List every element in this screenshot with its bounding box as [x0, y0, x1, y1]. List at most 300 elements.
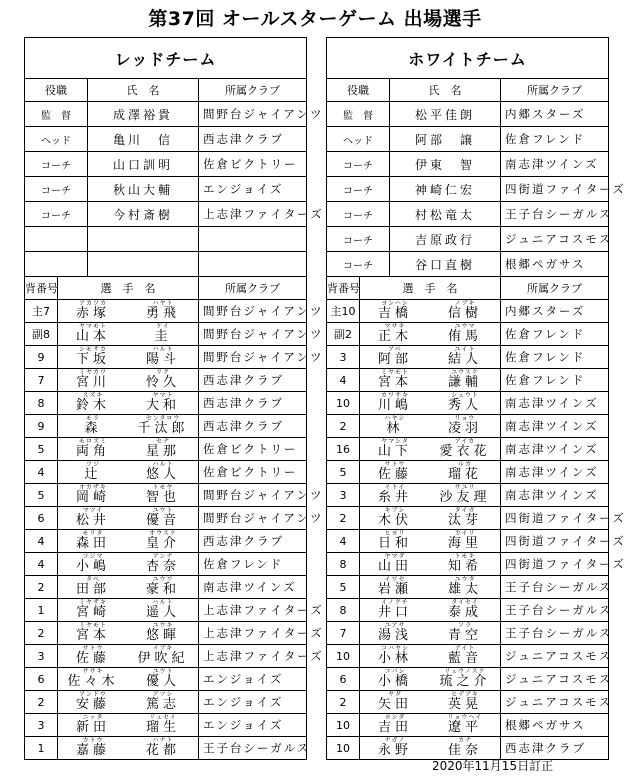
player-family-name: 鈴木	[75, 398, 110, 413]
player-given-name-kana: ハルト	[152, 346, 174, 353]
staff-club: 佐倉ビクトリー	[199, 152, 307, 177]
staff-role: コーチ	[25, 152, 88, 177]
player-family-name-kana: イノクチ	[381, 599, 409, 606]
staff-name: 村松竜太	[390, 202, 501, 227]
staff-row	[25, 252, 307, 277]
staff-name: 神崎仁宏	[390, 177, 501, 202]
player-family-name-kana: アンドウ	[79, 691, 107, 698]
player-name	[360, 461, 501, 484]
staff-role: コーチ	[25, 177, 88, 202]
player-given-name-kana: ユウト	[152, 507, 174, 514]
player-family-name: 糸井	[377, 490, 412, 505]
player-family-name-kana: マツイ	[82, 507, 104, 514]
player-name	[58, 714, 199, 737]
player-row	[327, 507, 609, 530]
player-given-name: 篤志	[145, 697, 180, 712]
player-name	[58, 507, 199, 530]
staff-club: 佐倉フレンド	[501, 127, 609, 152]
staff-role: コーチ	[327, 177, 390, 202]
player-given-name: 海里	[447, 536, 482, 551]
staff-name: 松平佳朗	[390, 102, 501, 127]
player-given-name: 青空	[447, 628, 482, 643]
player-given-name: 優人	[145, 674, 180, 689]
staff-name: 成澤裕貴	[88, 102, 199, 127]
player-family-name: 赤塚	[75, 306, 110, 321]
player-family-name-kana: ミヤカワ	[78, 369, 107, 376]
player-row	[327, 668, 609, 691]
staff-row	[25, 127, 307, 152]
player-family-name: 松井	[75, 513, 110, 528]
player-club: 西志津クラブ	[501, 737, 609, 760]
staff-row	[25, 177, 307, 202]
player-row	[25, 576, 307, 599]
player-name	[58, 415, 199, 438]
player-family-name-kana: ナガノ	[384, 737, 406, 744]
player-club: 四街道ファイターズ	[501, 507, 609, 530]
player-number: 2	[327, 415, 360, 438]
player-club: 西志津クラブ	[199, 530, 307, 553]
player-row	[25, 553, 307, 576]
player-given-name: 勇飛	[145, 306, 180, 321]
player-family-name: 正木	[377, 329, 412, 344]
white-team-roster	[326, 37, 626, 760]
player-family-name: 林	[386, 421, 404, 436]
player-given-name-kana: イブキ	[152, 645, 174, 652]
player-club: 上志津ファイターズ	[199, 645, 307, 668]
player-family-name-kana: ヤマダ	[384, 553, 406, 560]
player-row	[327, 530, 609, 553]
player-given-name: 知希	[447, 559, 482, 574]
player-given-name: 陽斗	[145, 352, 180, 367]
player-number: 10	[327, 645, 360, 668]
player-family-name-kana: シモサカ	[79, 346, 107, 353]
player-family-name: 吉田	[377, 720, 412, 735]
player-family-name-kana: ヤダ	[388, 691, 402, 698]
player-number: 3	[25, 714, 58, 737]
staff-club: 王子台シーガルス	[501, 202, 609, 227]
player-given-name: 謙輔	[447, 375, 482, 390]
player-number: 4	[327, 530, 360, 553]
staff-role: コーチ	[327, 202, 390, 227]
player-number: 主10	[327, 300, 360, 323]
player-club: 西志津クラブ	[199, 415, 307, 438]
staff-name: 亀川 信	[88, 127, 199, 152]
player-given-name: 侑馬	[447, 329, 482, 344]
player-number: 9	[25, 415, 58, 438]
player-given-name: 藍音	[447, 651, 482, 666]
player-family-name-kana: ヤマモト	[78, 323, 107, 330]
player-given-name: 千汰郎	[137, 421, 189, 436]
player-family-name: 湯浅	[377, 628, 412, 643]
player-club: 上志津ファイターズ	[199, 599, 307, 622]
player-club: 佐倉ビクトリー	[199, 438, 307, 461]
player-given-name-kana: リク	[156, 369, 170, 376]
player-family-name: 阿部	[377, 352, 412, 367]
red-team-table	[24, 37, 324, 760]
player-family-name: 森田	[75, 536, 110, 551]
player-given-name: 佳奈	[447, 743, 482, 758]
player-name	[360, 645, 501, 668]
player-number: 10	[327, 392, 360, 415]
player-given-name-kana: ルカ	[457, 461, 472, 468]
player-given-name: 悠暉	[145, 628, 180, 643]
player-given-name: 凌羽	[447, 421, 482, 436]
player-name	[58, 599, 199, 622]
staff-club	[199, 252, 307, 277]
player-family-name-kana: マサキ	[384, 323, 406, 330]
player-number: 10	[327, 737, 360, 760]
club-column-header: 所属クラブ	[501, 79, 609, 102]
staff-row	[327, 252, 609, 277]
player-given-name: 沙友理	[439, 490, 491, 505]
player-given-name: 圭	[154, 329, 172, 344]
player-given-name: 瑠生	[145, 720, 180, 735]
team-name: ホワイトチーム	[327, 38, 609, 79]
player-family-name-kana: ニッタ	[82, 714, 104, 721]
white-team-table	[326, 37, 626, 760]
player-club: 南志津ツインズ	[501, 484, 609, 507]
player-given-name-kana: シュウト	[451, 392, 479, 399]
player-name	[58, 737, 199, 760]
player-number: 7	[25, 369, 58, 392]
staff-name	[88, 227, 199, 252]
player-club: ジュニアコスモス	[501, 645, 609, 668]
player-row	[25, 668, 307, 691]
player-club: 間野台ジャイアンツ	[199, 484, 307, 507]
player-row	[327, 369, 609, 392]
staff-name	[88, 252, 199, 277]
player-club: 佐倉ビクトリー	[199, 461, 307, 484]
player-row	[25, 737, 307, 760]
staff-club: ジュニアコスモス	[501, 227, 609, 252]
staff-row	[327, 102, 609, 127]
player-name	[360, 300, 501, 323]
player-given-name-kana: タイガ	[454, 507, 476, 514]
player-family-name: 日和	[377, 536, 412, 551]
player-given-name: 結人	[447, 352, 482, 367]
player-name	[58, 668, 199, 691]
player-number: 8	[327, 553, 360, 576]
role-column-header: 役職	[25, 79, 88, 102]
player-row	[327, 599, 609, 622]
player-row	[25, 392, 307, 415]
player-family-name-kana: ヨシハシ	[381, 300, 409, 307]
player-family-name: 岡崎	[75, 490, 110, 505]
player-club: 根郷ペガサス	[501, 714, 609, 737]
player-number: 3	[327, 346, 360, 369]
player-given-name-kana: センタロウ	[145, 415, 181, 422]
player-row	[327, 576, 609, 599]
player-club: 間野台ジャイアンツ	[199, 300, 307, 323]
player-row	[25, 461, 307, 484]
player-number: 16	[327, 438, 360, 461]
player-given-name-kana: リョウヘイ	[447, 714, 483, 721]
player-number: 5	[25, 438, 58, 461]
player-family-name-kana: ヒヨリ	[384, 530, 406, 537]
player-club: 佐倉フレンド	[501, 323, 609, 346]
player-number: 副2	[327, 323, 360, 346]
staff-role	[25, 252, 88, 277]
player-club: 南志津ツインズ	[501, 461, 609, 484]
player-club: 間野台ジャイアンツ	[199, 507, 307, 530]
player-given-name-kana: リュウノスケ	[444, 668, 486, 675]
staff-role: コーチ	[327, 252, 390, 277]
player-family-name-kana: イトイ	[384, 484, 406, 491]
player-club: 間野台ジャイアンツ	[199, 323, 307, 346]
player-family-name: 吉橋	[377, 306, 412, 321]
page-title: 第37回 オールスターゲーム 出場選手	[148, 8, 482, 30]
player-number: 副8	[25, 323, 58, 346]
player-family-name: 新田	[75, 720, 110, 735]
player-row	[25, 645, 307, 668]
player-row	[25, 691, 307, 714]
player-given-name-kana: タイセイ	[451, 599, 479, 606]
player-given-name-kana: ソラ	[457, 622, 472, 629]
player-given-name-kana: アイト	[454, 645, 476, 652]
player-row	[327, 622, 609, 645]
player-club: 王子台シーガルス	[501, 576, 609, 599]
player-family-name: 永野	[377, 743, 412, 758]
player-family-name: 佐藤	[75, 651, 110, 666]
player-family-name-kana: カトウ	[82, 737, 104, 744]
staff-row	[25, 152, 307, 177]
player-given-name-kana: ユウワ	[152, 576, 174, 583]
player-family-name-kana: スズキ	[82, 392, 104, 399]
player-given-name-kana: アンナ	[152, 553, 174, 560]
player-given-name: 豪和	[145, 582, 180, 597]
player-row	[25, 300, 307, 323]
player-name	[360, 668, 501, 691]
player-given-name-kana: オウスケ	[149, 530, 177, 537]
player-row	[25, 484, 307, 507]
player-row	[327, 461, 609, 484]
player-club: 佐倉フレンド	[501, 369, 609, 392]
player-name	[360, 323, 501, 346]
player-club: 王子台シーガルス	[199, 737, 307, 760]
staff-name: 山口訓明	[88, 152, 199, 177]
staff-name: 今村斎樹	[88, 202, 199, 227]
player-column-header: 選 手 名	[58, 277, 199, 300]
player-number: 8	[25, 392, 58, 415]
staff-club: 四街道ファイターズ	[501, 177, 609, 202]
player-club: 南志津ツインズ	[501, 415, 609, 438]
staff-role: ヘッド	[25, 127, 88, 152]
player-club: 南志津ツインズ	[501, 438, 609, 461]
player-given-name-kana: リョウ	[454, 415, 476, 422]
player-family-name-kana: カワサキ	[380, 392, 409, 399]
player-given-name-kana: ユウマ	[454, 323, 476, 330]
player-name	[360, 553, 501, 576]
staff-role: コーチ	[25, 202, 88, 227]
staff-club: 南志津ツインズ	[501, 152, 609, 177]
player-name	[58, 691, 199, 714]
player-family-name-kana: ササキ	[82, 668, 104, 675]
player-row	[327, 346, 609, 369]
player-row	[327, 300, 609, 323]
player-given-name-kana: ユウスケ	[451, 369, 479, 376]
player-given-name: 琉之介	[439, 674, 491, 689]
player-row	[327, 553, 609, 576]
player-family-name: 田部	[75, 582, 110, 597]
player-given-name: 雄太	[447, 582, 482, 597]
player-row	[25, 530, 307, 553]
player-given-name-kana: ユウキ	[152, 622, 174, 629]
staff-row	[327, 127, 609, 152]
player-given-name-kana: ヒデアキ	[451, 691, 479, 698]
player-family-name: 安藤	[75, 697, 110, 712]
staff-role: 監 督	[327, 102, 390, 127]
player-number: 2	[25, 691, 58, 714]
staff-club: 内郷スターズ	[501, 102, 609, 127]
player-name	[58, 346, 199, 369]
club-column-header: 所属クラブ	[199, 277, 307, 300]
player-family-name: 岩瀬	[377, 582, 412, 597]
player-club: 佐倉フレンド	[501, 346, 609, 369]
player-given-name-kana: ハヤト	[152, 300, 174, 307]
player-family-name-kana: サトウ	[384, 461, 406, 468]
player-given-name-kana: トモキ	[454, 553, 476, 560]
player-family-name: 木伏	[377, 513, 412, 528]
player-family-name-kana: キブシ	[384, 507, 406, 514]
player-given-name-kana: ハルト	[152, 461, 174, 468]
player-name	[360, 691, 501, 714]
player-number: 6	[25, 507, 58, 530]
player-family-name: 宮本	[75, 628, 110, 643]
staff-name: 阿部 譲	[390, 127, 501, 152]
name-column-header: 氏 名	[390, 79, 501, 102]
player-family-name-kana: ミヤザキ	[78, 599, 107, 606]
player-given-name: 遼平	[447, 720, 482, 735]
staff-club: 西志津クラブ	[199, 127, 307, 152]
number-column-header: 背番号	[25, 277, 58, 300]
player-name	[58, 323, 199, 346]
player-family-name-kana: コバヤシ	[381, 645, 409, 652]
player-family-name: 両角	[75, 444, 110, 459]
red-team-roster	[24, 37, 324, 760]
player-given-name: 花都	[145, 743, 180, 758]
player-club: 西志津クラブ	[199, 369, 307, 392]
player-name	[58, 553, 199, 576]
player-number: 10	[327, 714, 360, 737]
player-family-name-kana: タベ	[85, 576, 100, 583]
player-given-name-kana: ユウタ	[454, 576, 476, 583]
player-club: エンジョイズ	[199, 691, 307, 714]
player-family-name-kana: アベ	[388, 346, 402, 353]
staff-name: 吉原政行	[390, 227, 501, 252]
player-name	[360, 484, 501, 507]
player-row	[327, 415, 609, 438]
player-number: 主7	[25, 300, 58, 323]
player-name	[360, 392, 501, 415]
player-family-name-kana: ツジ	[85, 461, 100, 468]
player-given-name: 瑠花	[447, 467, 482, 482]
player-given-name-kana: アイカ	[454, 438, 476, 445]
player-number: 5	[327, 576, 360, 599]
player-given-name: 秀人	[447, 398, 482, 413]
player-given-name-kana: ヤマト	[152, 392, 174, 399]
player-club: 西志津クラブ	[199, 392, 307, 415]
player-given-name-kana: セナ	[155, 438, 170, 445]
player-given-name-kana: ハルト	[152, 599, 174, 606]
player-name	[360, 622, 501, 645]
player-row	[25, 622, 307, 645]
player-given-name: 伊吹紀	[137, 651, 189, 666]
player-name	[360, 369, 501, 392]
team-name: レッドチーム	[25, 38, 307, 79]
player-row	[327, 714, 609, 737]
player-family-name: 嘉藤	[75, 743, 110, 758]
player-club: エンジョイズ	[199, 714, 307, 737]
player-name	[58, 484, 199, 507]
player-family-name: 井口	[377, 605, 412, 620]
player-given-name: 大和	[145, 398, 180, 413]
player-family-name: 小嶋	[75, 559, 110, 574]
player-given-name: 汰芽	[447, 513, 482, 528]
player-club: 王子台シーガルス	[501, 622, 609, 645]
player-club: 四街道ファイターズ	[501, 553, 609, 576]
player-name	[58, 530, 199, 553]
player-number: 2	[25, 622, 58, 645]
staff-club: エンジョイズ	[199, 177, 307, 202]
player-name	[360, 507, 501, 530]
player-row	[327, 323, 609, 346]
staff-name: 谷口直樹	[390, 252, 501, 277]
player-number: 4	[25, 461, 58, 484]
player-number: 4	[25, 530, 58, 553]
player-number: 9	[25, 346, 58, 369]
player-club: 南志津ツインズ	[501, 392, 609, 415]
staff-role: 監 督	[25, 102, 88, 127]
player-family-name: 小橋	[377, 674, 412, 689]
player-given-name-kana: ハナト	[152, 737, 174, 744]
staff-name: 伊東 智	[390, 152, 501, 177]
player-row	[327, 691, 609, 714]
staff-club: 間野台ジャイアンツ	[199, 102, 307, 127]
player-number: 6	[327, 668, 360, 691]
player-family-name: 宮本	[377, 375, 412, 390]
player-given-name-kana: リュセイ	[149, 714, 177, 721]
staff-role	[25, 227, 88, 252]
player-club: 佐倉フレンド	[199, 553, 307, 576]
player-number: 1	[25, 599, 58, 622]
player-club: 内郷スターズ	[501, 300, 609, 323]
player-row	[327, 645, 609, 668]
player-name	[360, 599, 501, 622]
staff-name: 秋山大輔	[88, 177, 199, 202]
player-family-name: 宮川	[75, 375, 110, 390]
player-given-name: 英晃	[447, 697, 482, 712]
player-given-name: 杏奈	[145, 559, 180, 574]
player-number: 6	[25, 668, 58, 691]
club-column-header: 所属クラブ	[501, 277, 609, 300]
player-given-name: 智也	[145, 490, 180, 505]
player-family-name: 山本	[75, 329, 110, 344]
player-given-name: 悠人	[145, 467, 180, 482]
player-given-name-kana: ケイ	[156, 323, 170, 330]
staff-row	[327, 152, 609, 177]
player-row	[25, 415, 307, 438]
player-given-name-kana: ユイト	[454, 346, 476, 353]
player-given-name-kana: アツシ	[152, 691, 174, 698]
staff-row	[25, 202, 307, 227]
player-family-name: 山下	[377, 444, 412, 459]
player-number: 4	[25, 553, 58, 576]
player-family-name-kana: モリ	[85, 415, 100, 422]
player-number: 2	[327, 691, 360, 714]
player-row	[25, 438, 307, 461]
player-club: 王子台シーガルス	[501, 599, 609, 622]
role-column-header: 役職	[327, 79, 390, 102]
